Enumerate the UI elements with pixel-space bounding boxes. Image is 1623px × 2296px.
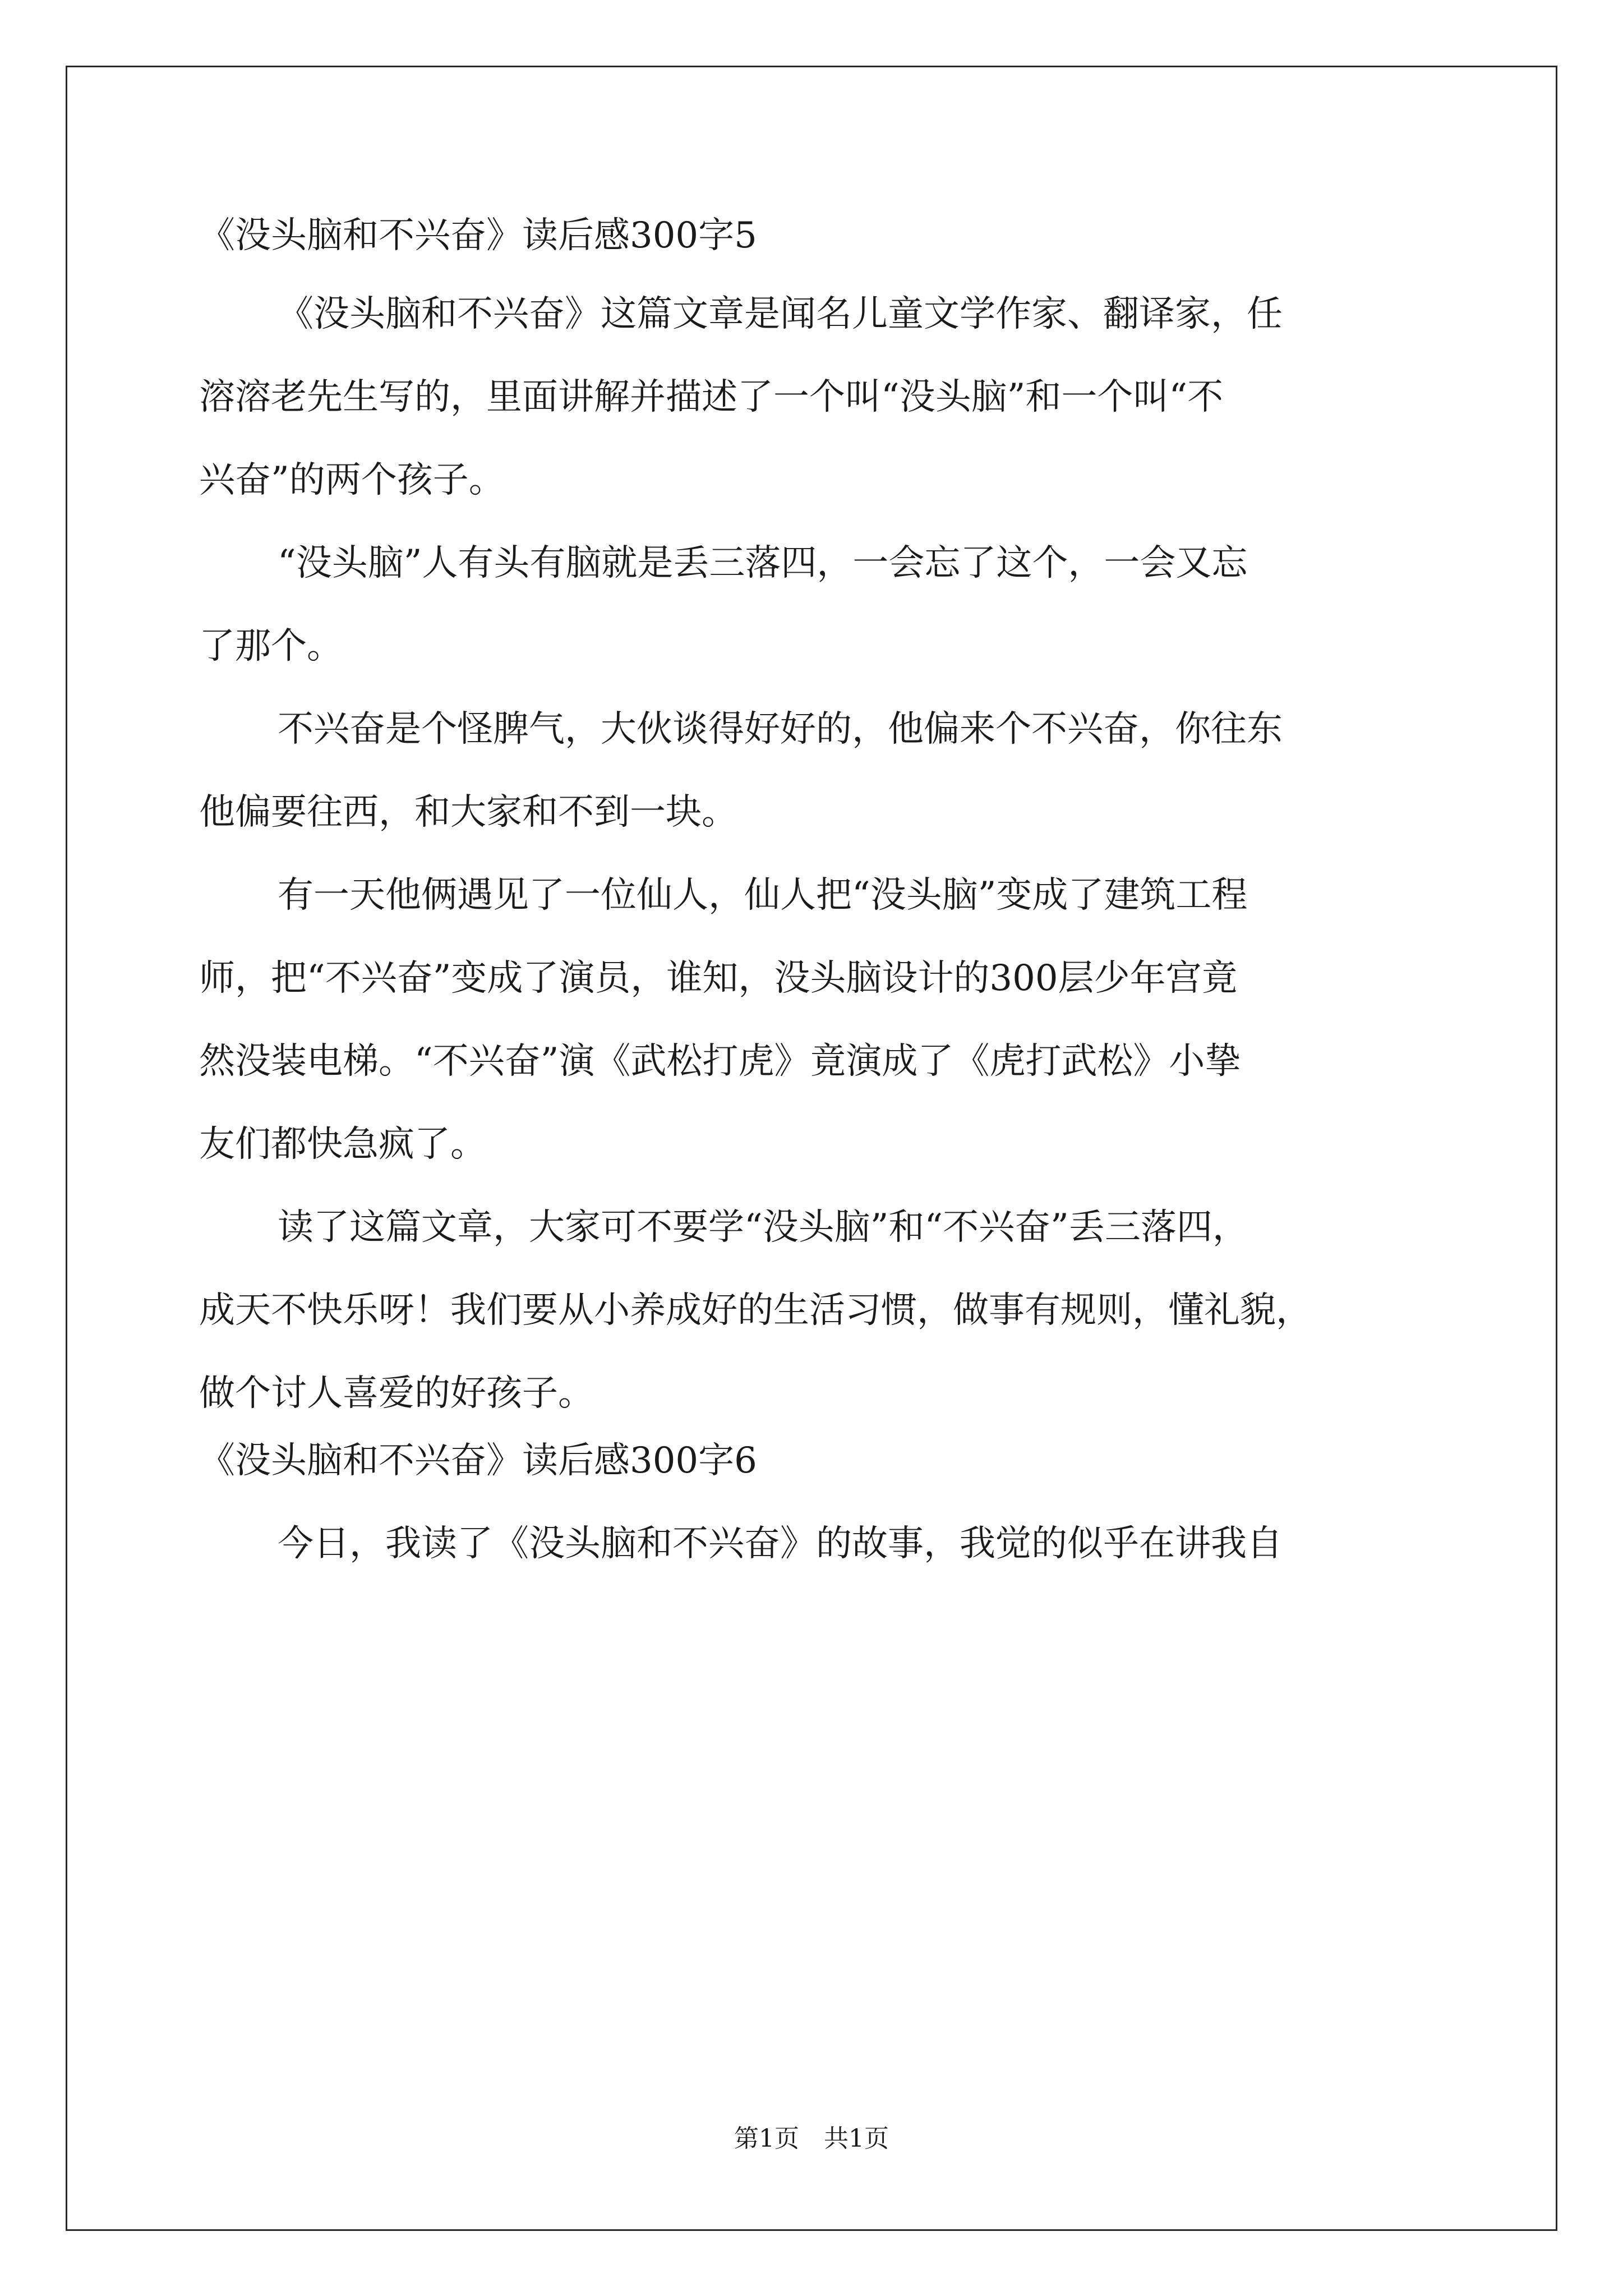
document-body — [199, 213, 1450, 1604]
section-heading-5: 《没头脑和不兴奋》读后感300字5 — [199, 215, 757, 256]
paragraph-line: 不兴奋是个怪脾气，大伙谈得好好的，他偏来个不兴奋，你往东 — [278, 708, 1283, 750]
paragraph-6 — [199, 1521, 1450, 1566]
paragraph-line: 有一天他俩遇见了一位仙人，仙人把“没头脑”变成了建筑工程 — [278, 875, 1248, 916]
page-footer: 第1页 共1页 — [734, 2124, 889, 2153]
paragraph-line: “没头脑”人有头有脑就是丢三落四，一会忘了这个，一会又忘 — [278, 542, 1248, 584]
section-heading-6: 《没头脑和不兴奋》读后感300字6 — [199, 1440, 757, 1481]
paragraph-line: 友们都快急疯了。 — [199, 1124, 486, 1165]
paragraph-line: 成天不快乐呀！我们要从小养成好的生活习惯，做事有规则，懂礼貌， — [199, 1290, 1312, 1331]
paragraph-line: 《没头脑和不兴奋》这篇文章是闻名儿童文学作家、翻译家，任 — [278, 293, 1283, 335]
paragraph-line: 师，把“不兴奋”变成了演员，谁知，没头脑设计的300层少年宫竟 — [199, 958, 1238, 999]
paragraph-4 — [199, 873, 1450, 1167]
paragraph-1 — [199, 292, 1450, 503]
paragraph-line: 了那个。 — [199, 625, 343, 667]
paragraph-line: 他偏要往西，和大家和不到一块。 — [199, 792, 737, 833]
paragraph-line: 溶溶老先生写的，里面讲解并描述了一个叫“没头脑”和一个叫“不 — [199, 376, 1224, 418]
paragraph-line: 今日，我读了《没头脑和不兴奋》的故事，我觉的似乎在讲我自 — [278, 1523, 1283, 1565]
paragraph-line: 然没装电梯。“不兴奋”演《武松打虎》竟演成了《虎打武松》小挚 — [199, 1041, 1241, 1082]
paragraph-line: 做个讨人喜爱的好孩子。 — [199, 1373, 594, 1414]
paragraph-3 — [199, 707, 1450, 835]
paragraph-2 — [199, 541, 1450, 669]
paragraph-line: 读了这篇文章，大家可不要学“没头脑”和“不兴奋”丢三落四， — [278, 1207, 1248, 1248]
paragraph-5 — [199, 1205, 1450, 1416]
paragraph-line: 兴奋”的两个孩子。 — [199, 459, 505, 501]
